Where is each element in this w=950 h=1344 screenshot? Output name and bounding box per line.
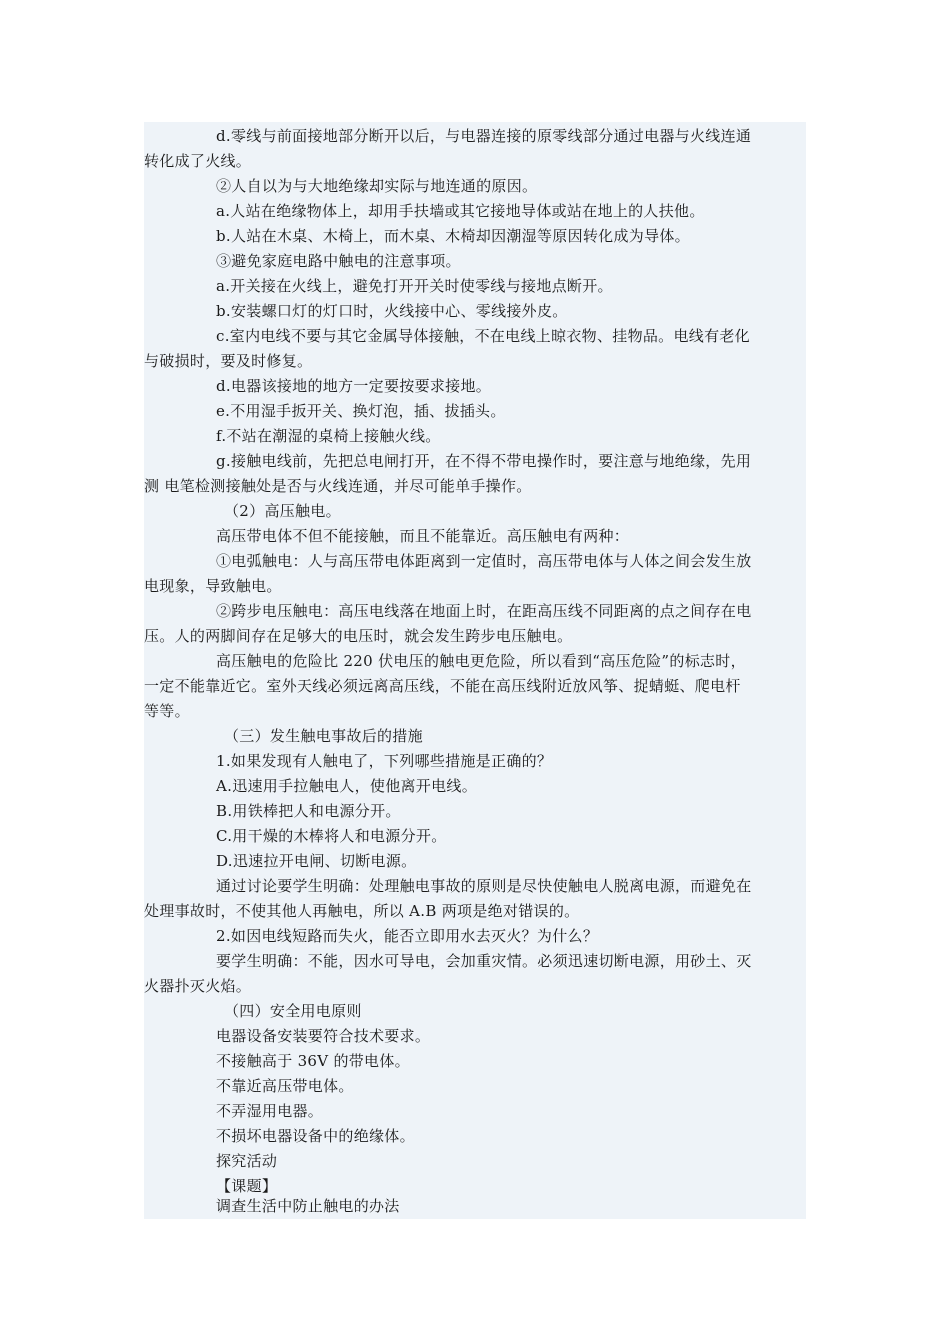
text-line: 高压带电体不但不能接触，而且不能靠近。高压触电有两种： (216, 527, 630, 545)
text-line: a.人站在绝缘物体上，却用手扶墙或其它接地导体或站在地上的人扶他。 (216, 202, 705, 220)
text-line: 处理事故时，不使其他人再触电，所以 A.B 两项是绝对错误的。 (144, 902, 580, 920)
text-line: ②人自以为与大地绝缘却实际与地连通的原因。 (216, 177, 538, 195)
text-block (144, 122, 806, 1219)
text-line: 电器设备安装要符合技术要求。 (216, 1027, 431, 1045)
text-line: 测 电笔检测接触处是否与火线连通，并尽可能单手操作。 (144, 477, 532, 495)
text-line: g.接触电线前，先把总电闸打开，在不得不带电操作时，要注意与地绝缘，先用 (216, 452, 752, 470)
text-line: A.迅速用手拉触电人，使他离开电线。 (216, 777, 478, 795)
text-line: 高压触电的危险比 220 伏电压的触电更危险，所以看到“高压危险”的标志时， (216, 652, 746, 670)
section-heading: （三）发生触电事故后的措施 (224, 727, 423, 745)
text-line: ③避免家庭电路中触电的注意事项。 (216, 252, 461, 270)
text-line: 要学生明确：不能，因水可导电，会加重灾情。必须迅速切断电源，用砂土、灭 (216, 952, 752, 970)
text-line: 一定不能靠近它。室外天线必须远离高压线，不能在高压线附近放风筝、捉蜻蜓、爬电杆 (144, 677, 741, 695)
text-line: d.电器该接地的地方一定要按要求接地。 (216, 377, 492, 395)
text-line: b.人站在木桌、木椅上，而木桌、木椅却因潮湿等原因转化成为导体。 (216, 227, 690, 245)
text-line: C.用干燥的木棒将人和电源分开。 (216, 827, 447, 845)
text-line: 火器扑灭火焰。 (144, 977, 252, 995)
text-line: 1.如果发现有人触电了，下列哪些措施是正确的？ (216, 752, 553, 770)
text-line: 压。人的两脚间存在足够大的电压时，就会发生跨步电压触电。 (144, 627, 573, 645)
text-line: 转化成了火线。 (144, 152, 252, 170)
text-line: 2.如因电线短路而失火，能否立即用水去灭火？为什么？ (216, 927, 599, 945)
text-line: 与破损时，要及时修复。 (144, 352, 313, 370)
text-line: D.迅速拉开电闸、切断电源。 (216, 852, 417, 870)
text-line: 不弄湿用电器。 (216, 1102, 324, 1120)
text-line: 不靠近高压带电体。 (216, 1077, 354, 1095)
text-line: 通过讨论要学生明确：处理触电事故的原则是尽快使触电人脱离电源，而避免在 (216, 877, 752, 895)
text-line: 【课题】 (216, 1177, 278, 1195)
text-line: ②跨步电压触电：高压电线落在地面上时，在距高压线不同距离的点之间存在电 (216, 602, 752, 620)
section-heading: （四）安全用电原则 (224, 1002, 362, 1020)
text-line: 等等。 (144, 702, 190, 720)
text-line: 电现象，导致触电。 (144, 577, 282, 595)
text-line: 探究活动 (216, 1152, 278, 1170)
text-line: c.室内电线不要与其它金属导体接触，不在电线上晾衣物、挂物品。电线有老化 (216, 327, 750, 345)
text-line: 调查生活中防止触电的办法 (216, 1197, 400, 1215)
text-line: 不接触高于 36V 的带电体。 (216, 1052, 410, 1070)
text-line: f.不站在潮湿的桌椅上接触火线。 (216, 427, 441, 445)
text-line: ①电弧触电：人与高压带电体距离到一定值时，高压带电体与人体之间会发生放 (216, 552, 752, 570)
section-heading: （2）高压触电。 (224, 502, 341, 520)
text-line: e.不用湿手扳开关、换灯泡，插、拔插头。 (216, 402, 506, 420)
text-line: 不损坏电器设备中的绝缘体。 (216, 1127, 415, 1145)
text-line: B.用铁棒把人和电源分开。 (216, 802, 401, 820)
text-line: a.开关接在火线上，避免打开开关时使零线与接地点断开。 (216, 277, 613, 295)
text-line: b.安装螺口灯的灯口时，火线接中心、零线接外皮。 (216, 302, 568, 320)
text-line: d.零线与前面接地部分断开以后，与电器连接的原零线部分通过电器与火线连通 (216, 127, 752, 145)
